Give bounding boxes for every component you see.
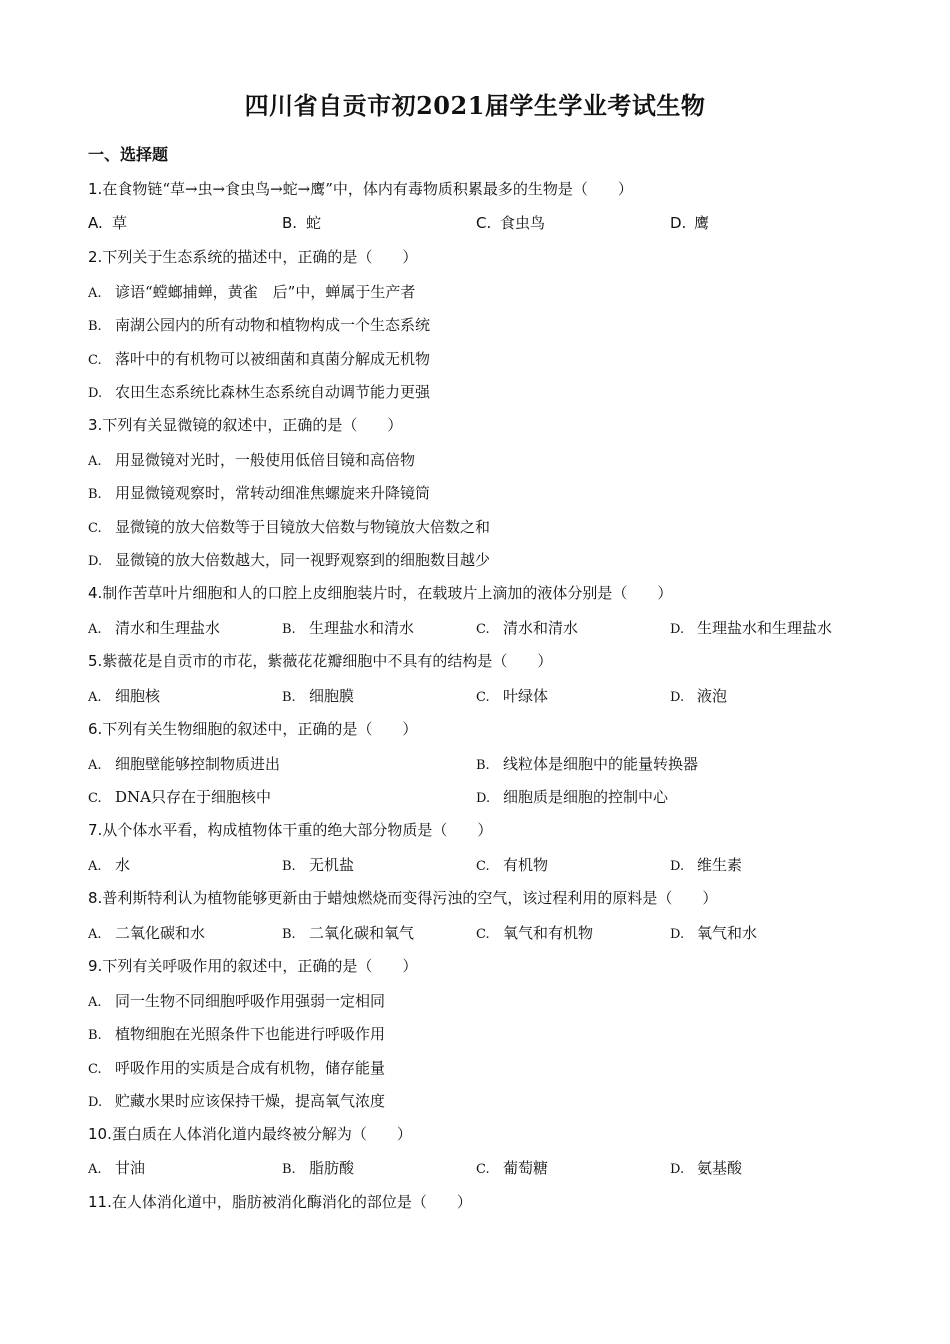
option-text: 有机物 [503,856,549,874]
option-label: B. [88,1028,102,1043]
option-7d[interactable] [670,854,742,875]
option-text: 用显微镜观察时，常转动细准焦螺旋来升降镜筒 [115,484,431,502]
option-label: B. [282,927,296,942]
question-10 [88,1123,412,1144]
option-7b[interactable] [282,854,354,875]
option-6a[interactable] [88,753,280,774]
option-10c[interactable] [476,1157,548,1178]
option-9d[interactable] [88,1090,385,1111]
option-label: D. [670,214,687,232]
option-label: C. [88,521,102,536]
option-label: D. [88,386,103,401]
option-3d[interactable] [88,549,490,570]
option-8c[interactable] [476,922,593,943]
option-label: D. [670,927,685,942]
option-text: 清水和清水 [503,619,579,637]
option-1c[interactable] [476,212,545,233]
option-text: 维生素 [697,856,743,874]
question-text: 普利斯特利认为植物能够更新由于蜡烛燃烧而变得污浊的空气，该过程利用的原料是（ ） [102,889,718,907]
option-5d[interactable] [670,685,727,706]
question-text: 下列有关呼吸作用的叙述中，正确的是（ ） [102,957,418,975]
question-number: 3. [88,416,103,434]
option-text: 二氧化碳和水 [115,924,206,942]
option-8d[interactable] [670,922,757,943]
option-text: 南湖公园内的所有动物和植物构成一个生态系统 [115,316,431,334]
option-text: 液泡 [697,687,728,705]
question-text: 在食物链“草→虫→食虫鸟→蛇→鹰”中，体内有毒物质积累最多的生物是（ ） [102,180,633,198]
section-heading: 一、选择题 [88,145,169,164]
option-2b[interactable] [88,314,430,335]
question-number: 2. [88,248,103,266]
question-text: 在人体消化道中，脂肪被消化酶消化的部位是（ ） [111,1193,472,1211]
option-text: 食虫鸟 [500,214,546,232]
option-text: 生理盐水和清水 [309,619,415,637]
option-text: 细胞膜 [309,687,355,705]
option-text: 农田生态系统比森林生态系统自动调节能力更强 [115,383,431,401]
question-number: 6. [88,720,103,738]
option-3a[interactable] [88,449,415,470]
option-label: C. [476,690,490,705]
question-text: 从个体水平看，构成植物体干重的绝大部分物质是（ ） [102,821,493,839]
option-label: A. [88,859,102,874]
option-text: 葡萄糖 [503,1159,549,1177]
question-7 [88,819,492,840]
option-10b[interactable] [282,1157,354,1178]
option-text: 线粒体是细胞中的能量转换器 [503,755,699,773]
option-7a[interactable] [88,854,130,875]
question-1 [88,178,633,199]
option-label: A. [88,995,102,1010]
option-text: 显微镜的放大倍数等于目镜放大倍数与物镜放大倍数之和 [115,518,491,536]
option-text: 蛇 [306,214,322,232]
option-3c[interactable] [88,516,490,537]
option-label: C. [476,622,490,637]
question-number: 1. [88,180,103,198]
option-text: 用显微镜对光时，一般使用低倍目镜和高倍物 [115,451,416,469]
option-label: D. [476,791,491,806]
option-label: A. [88,286,102,301]
question-9 [88,955,417,976]
option-text: 水 [115,856,131,874]
question-number: 8. [88,889,103,907]
option-9c[interactable] [88,1057,385,1078]
option-label: B. [476,758,490,773]
question-number: 11. [88,1193,112,1211]
option-label: D. [88,554,103,569]
option-4d[interactable] [670,617,832,638]
question-number: 10. [88,1125,112,1143]
option-text: 谚语“螳螂捕蝉，黄雀 后”中，蝉属于生产者 [115,283,416,301]
option-label: C. [476,214,492,232]
question-text: 紫薇花是自贡市的市花，紫薇花花瓣细胞中不具有的结构是（ ） [102,652,553,670]
question-number: 5. [88,652,103,670]
option-label: D. [670,1162,685,1177]
option-label: D. [670,690,685,705]
question-3 [88,414,402,435]
option-5a[interactable] [88,685,160,706]
option-label: B. [282,214,298,232]
option-label: C. [476,927,490,942]
question-4 [88,582,672,603]
question-text: 下列有关显微镜的叙述中，正确的是（ ） [102,416,403,434]
option-6b[interactable] [476,753,698,774]
option-label: A. [88,690,102,705]
option-2d[interactable] [88,381,430,402]
option-4c[interactable] [476,617,578,638]
question-text: 蛋白质在人体消化道内最终被分解为（ ） [111,1125,412,1143]
option-text: 呼吸作用的实质是合成有机物，储存能量 [115,1059,386,1077]
question-5 [88,650,552,671]
option-label: C. [476,1162,490,1177]
option-label: A. [88,927,102,942]
option-label: B. [282,1162,296,1177]
option-8a[interactable] [88,922,205,943]
question-text: 下列关于生态系统的描述中，正确的是（ ） [102,248,418,266]
option-9a[interactable] [88,990,385,1011]
option-1b[interactable] [282,212,321,233]
option-1d[interactable] [670,212,709,233]
question-text: 制作苦草叶片细胞和人的口腔上皮细胞装片时，在载玻片上滴加的液体分别是（ ） [102,584,673,602]
option-label: D. [670,859,685,874]
option-text: 细胞质是细胞的控制中心 [503,788,669,806]
option-3b[interactable] [88,482,430,503]
option-text: DNA只存在于细胞核中 [115,788,271,806]
option-9b[interactable] [88,1023,385,1044]
option-text: 细胞壁能够控制物质进出 [115,755,281,773]
option-label: A. [88,214,103,232]
option-4a[interactable] [88,617,220,638]
option-label: C. [88,1062,102,1077]
question-11 [88,1191,472,1212]
option-text: 脂肪酸 [309,1159,355,1177]
option-text: 甘油 [115,1159,146,1177]
option-4b[interactable] [282,617,414,638]
option-text: 贮藏水果时应该保持干燥，提高氧气浓度 [115,1092,386,1110]
option-text: 生理盐水和生理盐水 [697,619,833,637]
option-label: C. [476,859,490,874]
option-text: 细胞核 [115,687,161,705]
question-2 [88,246,417,267]
option-text: 落叶中的有机物可以被细菌和真菌分解成无机物 [115,350,431,368]
option-text: 草 [112,214,128,232]
option-label: B. [282,690,296,705]
option-5b[interactable] [282,685,354,706]
question-6 [88,718,417,739]
option-6c[interactable] [88,786,271,807]
option-text: 同一生物不同细胞呼吸作用强弱一定相同 [115,992,386,1010]
option-10a[interactable] [88,1157,145,1178]
option-label: C. [88,353,102,368]
option-6d[interactable] [476,786,668,807]
option-1a[interactable] [88,212,127,233]
option-text: 氨基酸 [697,1159,743,1177]
question-number: 9. [88,957,103,975]
option-label: B. [88,319,102,334]
question-number: 7. [88,821,103,839]
option-text: 无机盐 [309,856,355,874]
option-label: A. [88,454,102,469]
option-text: 叶绿体 [503,687,549,705]
option-text: 显微镜的放大倍数越大，同一视野观察到的细胞数目越少 [115,551,491,569]
option-text: 鹰 [694,214,710,232]
option-label: D. [670,622,685,637]
option-5c[interactable] [476,685,548,706]
question-text: 下列有关生物细胞的叙述中，正确的是（ ） [102,720,418,738]
option-label: C. [88,791,102,806]
page-title: 四川省自贡市初2021届学生学业考试生物 [244,91,706,120]
option-label: A. [88,758,102,773]
option-2a[interactable] [88,281,415,302]
option-10d[interactable] [670,1157,742,1178]
option-text: 二氧化碳和氧气 [309,924,415,942]
question-number: 4. [88,584,103,602]
option-text: 氧气和有机物 [503,924,594,942]
option-label: B. [88,487,102,502]
option-text: 清水和生理盐水 [115,619,221,637]
option-8b[interactable] [282,922,414,943]
option-label: B. [282,622,296,637]
option-text: 植物细胞在光照条件下也能进行呼吸作用 [115,1025,386,1043]
option-2c[interactable] [88,348,430,369]
option-text: 氧气和水 [697,924,758,942]
option-label: B. [282,859,296,874]
option-label: A. [88,1162,102,1177]
option-7c[interactable] [476,854,548,875]
question-8 [88,887,717,908]
option-label: A. [88,622,102,637]
option-label: D. [88,1095,103,1110]
